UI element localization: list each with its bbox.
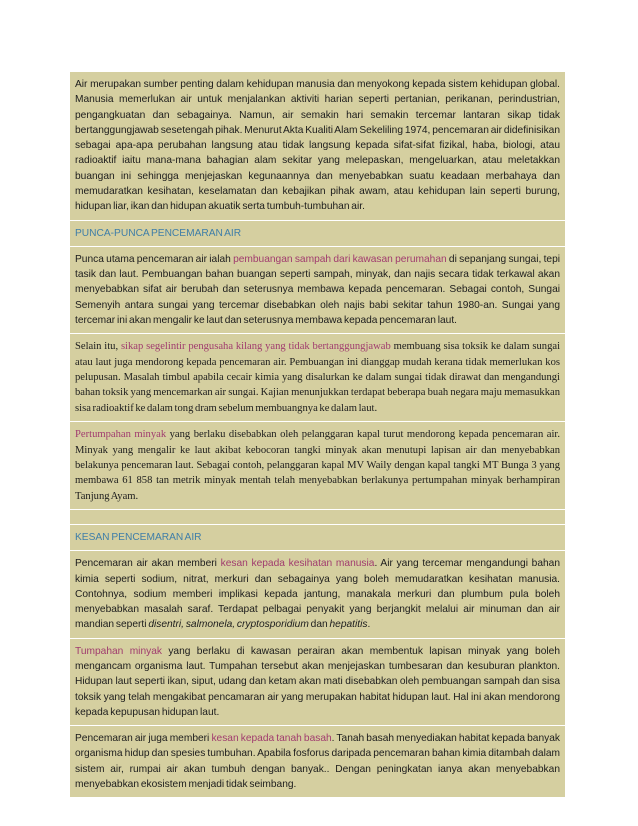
text-after: membuang sisa toksik ke dalam sungai atau laut juga mendorong kepada pencemaran air. Pembuangan ini dianggap mudah kerana tidak memerlukan kos pelupusan. Masalah timbul apabila cecair kimia yang disalurkan ke dalam sungai tidak dirawat dan mengandungi bahan toksik yang mencemarkan air sungai. Kajian menunjukkan terdapat beberapa buah negara maju memasukkan sisa radioaktif ke dalam tong dram sebelum membuangnya ke dalam laut. [75, 341, 561, 414]
text-after: yang berlaku disebabkan oleh pelanggaran kapal turut mendorong kepada pencemaran air. Minyak yang mengalir ke laut akibat kebocoran tangki minyak akan menutupi lapisan air dan menyebabkan belakunya pencemaran laut. Sebagai contoh, pelanggaran kapal MV Waily dengan kapal tangki MT Bunga 3 yang membawa 61 858 tan metrik minyak mentah telah menyebabkan berlakunya pertumpahan minyak berhampiran Tanjung Ayam. [75, 429, 560, 502]
intro-text: Air merupakan sumber penting dalam kehidupan manusia dan menyokong kepada sistem kehidupan global. Manusia memerlukan air untuk menjalankan aktiviti harian seperti pertanian, perikanan, perindustrian, pengangkuatan dan sebagainya. Namun, air semakin hari semakin tercemar lantaran sikap tidak bertanggungjawab sesetengah pihak. Menurut Akta Kualiti Alam Sekeliling 1974, pencemaran air didefinisikan sebagai apa-apa perubahan langsung atau tidak langsung kepada sifat-sifat fizikal, haba, biologi, atau radioaktif iaitu mana-mana bahagian alam sekitar yang melepaskan, mengeluarkan, atau meletakkan buangan ini sehingga menjejaskan kegunaannya dan menyebabkan suatu keadaan merbahaya dan memudaratkan kesihatan, keselamatan dan kebajikan pihak awam, atau kehidupan lain seperti burung, hidupan liar, ikan dan hidupan akuatik serta tumbuh-tumbuhan air. [75, 79, 560, 213]
paragraph-oil-spill-effects [70, 638, 565, 725]
paragraph-oil-spill-cause [70, 421, 565, 509]
text-before: Selain itu, [75, 341, 121, 353]
disease-list: disentri, salmonela, cryptosporidium [148, 619, 309, 631]
highlight-phrase: sikap segelintir pengusaha kilang yang tidak bertanggungjawab [120, 341, 391, 353]
heading-effects-text: KESAN PENCEMARAN AIR [75, 532, 202, 544]
text-end: . [367, 619, 371, 631]
paragraph-household-waste [70, 246, 565, 333]
text-after: yang berlaku di kawasan perairan akan membentuk lapisan minyak yang boleh mengancam organisma laut. Tumpahan tersebut akan menjejaskan tumbesaran dan kesuburan plankton. Hidupan laut seperti ikan, siput, udang dan ketam akan mati disebabkan oleh pembuangan sampah dan sisa toksik yang telah mengakibat pencamaran air yang merupakan habitat hidupan laut. Hal ini akan mendorong kepada kepupusan hidupan laut. [75, 645, 560, 718]
section-heading-causes [70, 220, 565, 246]
text-after: . Tanah basah menyediakan habitat kepada banyak organisma hidup dan spesies tumbuhan. Apabila fosforus daripada pencemaran bahan kimia ditambah dalam sistem air, rumpai air akan tumbuh dengan banyak.. Dengan peningkatan ianya akan menyebabkan menyebabkan ekosistem menjadi tidak seimbang. [75, 733, 560, 791]
text-after: di sepanjang sungai, tepi tasik dan laut. Pembuangan bahan buangan seperti sampah, minyak, dan najis secara tidak terkawal akan menyebabkan sifat air berubah dan seterusnya membawa kepada pencemaran. Sebagai contoh, Sungai Semenyih antara sungai yang tercemar disebabkan oleh najis babi sekitar tahun 1980-an. Sungai yang tercemar ini akan mengalir ke laut dan seterusnya membawa kepada pencemaran laut. [75, 253, 560, 326]
section-heading-effects [70, 524, 565, 550]
highlight-phrase: Pertumpahan minyak [75, 429, 167, 441]
highlight-phrase: Tumpahan minyak [75, 645, 162, 657]
intro-paragraph [70, 71, 565, 220]
text-and: dan [308, 619, 330, 631]
blank-row [70, 509, 565, 524]
document-page [70, 71, 565, 797]
heading-causes-text: PUNCA-PUNCA PENCEMARAN AIR [75, 227, 242, 239]
text-after: . Air yang tercemar mengandungi bahan kimia seperti sodium, nitrat, merkuri dan sebagainya yang boleh memudaratkan kesihatan manusia. Contohnya, sodium memberi implikasi kepada jantung, manakala merkuri dan plumbum pula boleh menyebabkan masalah saraf. Terdapat pelbagai penyakit yang berjangkit melalui air minuman dan air mandian seperti [75, 558, 561, 631]
paragraph-factory-waste [70, 333, 565, 421]
text-before: Pencemaran air juga memberi [75, 733, 212, 745]
text-before: Punca utama pencemaran air ialah [75, 253, 234, 265]
text-before: Pencemaran air akan memberi [75, 558, 221, 570]
highlight-phrase: kesan kepada kesihatan manusia [220, 558, 375, 570]
highlight-phrase: pembuangan sampah dari kawasan perumahan [233, 253, 447, 265]
paragraph-health-effects [70, 550, 565, 637]
paragraph-wetland-effects [70, 725, 565, 797]
highlight-phrase: kesan kepada tanah basah [211, 733, 332, 745]
disease-hepatitis: hepatitis [329, 619, 368, 631]
